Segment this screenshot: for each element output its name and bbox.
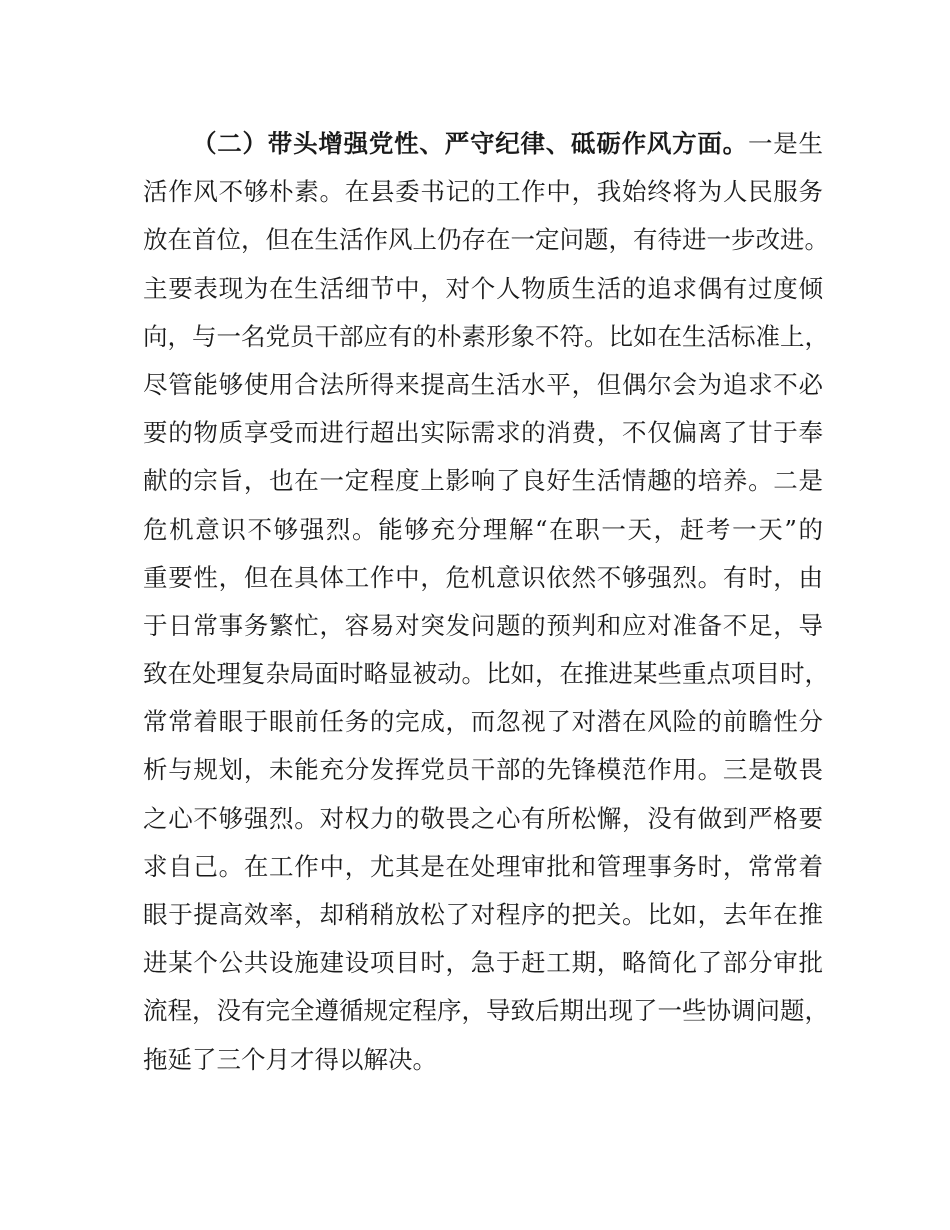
paragraph-line: 危机意识不够强烈。能够充分理解“在职一天，赶考一天”的 [143, 514, 823, 544]
paragraph-line: 眼于提高效率，却稍稍放松了对程序的把关。比如，去年在推 [143, 900, 823, 929]
paragraph-line: 进某个公共设施建设项目时，急于赶工期，略简化了部分审批 [143, 948, 823, 978]
paragraph-line: 主要表现为在生活细节中，对个人物质生活的追求偶有过度倾 [143, 273, 823, 303]
paragraph-line: 析与规划，未能充分发挥党员干部的先锋模范作用。三是敬畏 [143, 755, 823, 785]
paragraph-line: 常常着眼于眼前任务的完成，而忽视了对潜在风险的前瞻性分 [143, 707, 823, 737]
paragraph-line: 尽管能够使用合法所得来提高生活水平，但偶尔会为追求不必 [143, 369, 823, 399]
paragraph-line: 向，与一名党员干部应有的朴素形象不符。比如在生活标准上， [143, 321, 829, 351]
paragraph-line-1 [143, 120, 823, 168]
paragraph-line: 放在首位，但在生活作风上仍存在一定问题，有待进一步改进。 [143, 225, 829, 255]
paragraph-line: 活作风不够朴素。在县委书记的工作中，我始终将为人民服务 [143, 177, 823, 207]
paragraph-line: 流程，没有完全遵循规定程序，导致后期出现了一些协调问题， [143, 996, 829, 1026]
paragraph-line: 致在处理复杂局面时略显被动。比如，在推进某些重点项目时， [143, 659, 829, 689]
paragraph-line: 重要性，但在具体工作中，危机意识依然不够强烈。有时，由 [143, 562, 823, 592]
paragraph-line: 献的宗旨，也在一定程度上影响了良好生活情趣的培养。二是 [143, 466, 823, 496]
paragraph-line-last: 拖延了三个月才得以解决。 [143, 1044, 437, 1074]
paragraph-line: 于日常事务繁忙，容易对突发问题的预判和应对准备不足，导 [143, 610, 823, 640]
body-paragraph [143, 120, 829, 1084]
paragraph-line: 之心不够强烈。对权力的敬畏之心有所松懈，没有做到严格要 [143, 803, 823, 833]
paragraph-line: 要的物质享受而进行超出实际需求的消费，不仅偏离了甘于奉 [143, 418, 823, 448]
first-line-text: 一是生 [747, 129, 824, 158]
paragraph-line: 求自己。在工作中，尤其是在处理审批和管理事务时，常常着 [143, 851, 823, 881]
section-heading: （二）带头增强党性、严守纪律、砥砺作风方面。 [192, 129, 748, 158]
